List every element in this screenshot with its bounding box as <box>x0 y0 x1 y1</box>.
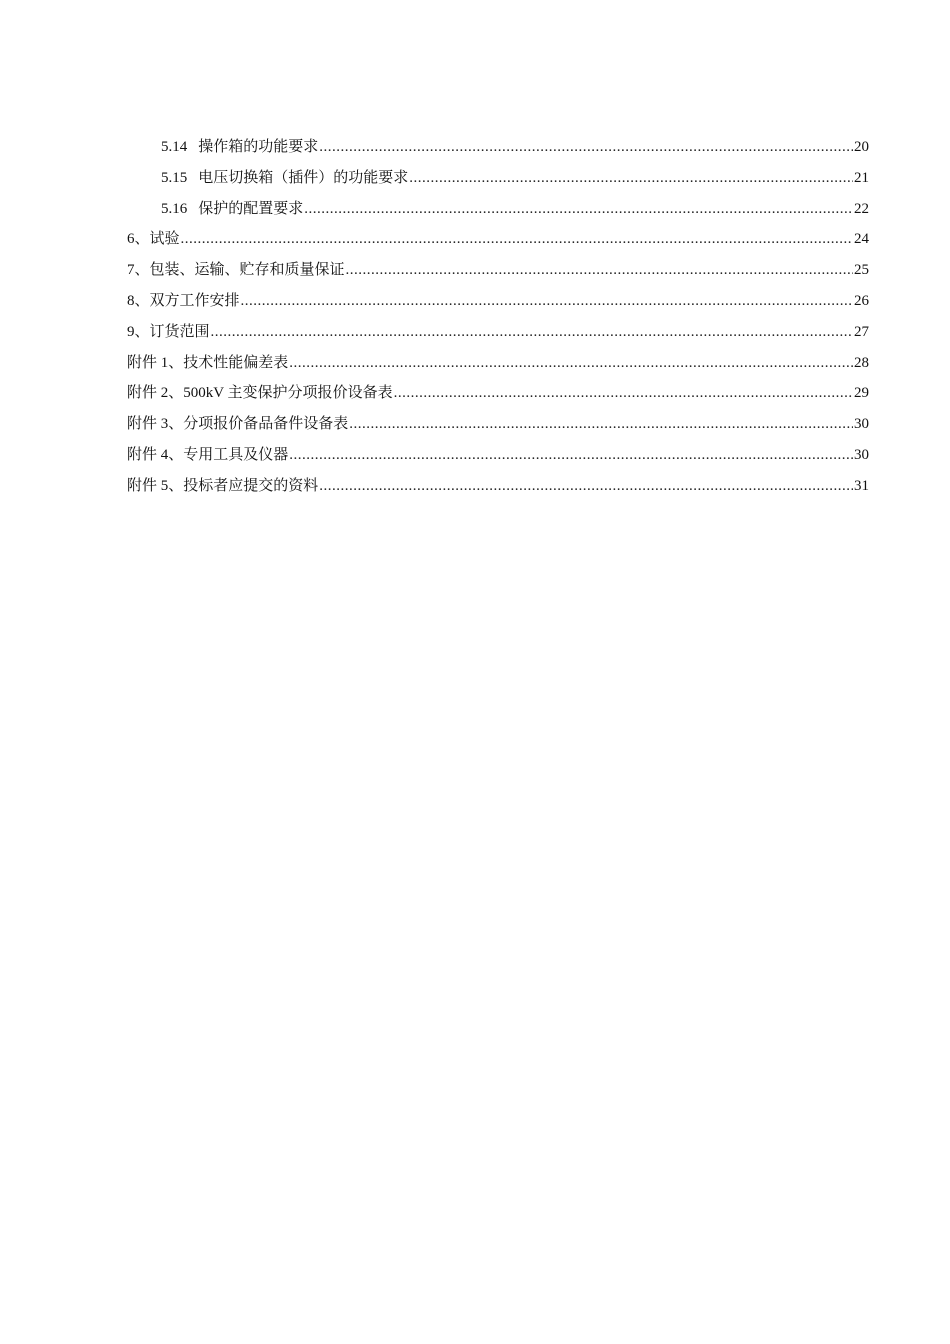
toc-entry-page-number: 25 <box>854 262 869 279</box>
toc-entry-appendix-3[interactable] <box>127 409 869 440</box>
toc-entry-6[interactable] <box>127 224 869 255</box>
toc-entry-title: 附件 5、投标者应提交的资料 <box>127 477 319 494</box>
toc-entry-title: 8、双方工作安排 <box>127 292 240 309</box>
toc-entry-page-number: 30 <box>854 446 869 463</box>
toc-entry-page-number: 21 <box>854 169 869 186</box>
toc-entry-page-number: 28 <box>854 354 869 371</box>
toc-entry-page-number: 30 <box>854 416 869 433</box>
toc-dot-leader <box>181 224 853 255</box>
toc-entry-title: 电压切换箱（插件）的功能要求 <box>198 169 409 186</box>
toc-dot-leader <box>289 440 853 471</box>
toc-entry-9[interactable] <box>127 317 869 348</box>
toc-entry-5-15[interactable] <box>127 163 869 194</box>
toc-entry-title: 附件 3、分项报价备品备件设备表 <box>127 416 349 433</box>
toc-entry-number: 5.15 <box>161 169 188 186</box>
toc-dot-leader <box>211 317 853 348</box>
toc-entry-title: 7、包装、运输、贮存和质量保证 <box>127 262 345 279</box>
toc-dot-leader <box>319 471 853 502</box>
toc-entry-page-number: 24 <box>854 231 869 248</box>
toc-entry-5-16[interactable] <box>127 194 869 225</box>
toc-entry-number: 5.14 <box>161 139 188 155</box>
toc-entry-page-number: 22 <box>854 200 869 217</box>
toc-entry-title: 6、试验 <box>127 231 180 248</box>
toc-entry-5-14[interactable] <box>127 132 869 163</box>
toc-entry-page-number: 27 <box>854 323 869 340</box>
toc-entry-appendix-1[interactable] <box>127 348 869 379</box>
toc-entry-page-number: 31 <box>854 477 869 494</box>
toc-entry-title: 附件 4、专用工具及仪器 <box>127 446 289 463</box>
toc-entry-appendix-5[interactable] <box>127 471 869 502</box>
toc-entry-8[interactable] <box>127 286 869 317</box>
toc-entry-title: 附件 1、技术性能偏差表 <box>127 354 289 371</box>
toc-dot-leader <box>346 255 853 286</box>
toc-dot-leader <box>349 409 853 440</box>
toc-dot-leader <box>409 163 853 194</box>
toc-entry-title: 保护的配置要求 <box>198 200 304 217</box>
toc-entry-number: 5.16 <box>161 200 188 217</box>
toc-entry-7[interactable] <box>127 255 869 286</box>
toc-entry-page-number: 29 <box>854 385 869 402</box>
toc-dot-leader <box>289 348 853 379</box>
toc-dot-leader <box>304 194 853 225</box>
toc-dot-leader <box>319 132 853 163</box>
toc-dot-leader <box>394 378 853 409</box>
toc-entry-appendix-2[interactable] <box>127 378 869 409</box>
table-of-contents <box>127 132 869 502</box>
toc-entry-appendix-4[interactable] <box>127 440 869 471</box>
toc-entry-title: 操作箱的功能要求 <box>198 139 319 155</box>
toc-entry-title: 9、订货范围 <box>127 323 210 340</box>
toc-dot-leader <box>241 286 853 317</box>
toc-entry-page-number: 26 <box>854 292 869 309</box>
toc-entry-page-number: 20 <box>854 139 869 155</box>
toc-entry-title: 附件 2、500kV 主变保护分项报价设备表 <box>127 385 393 402</box>
